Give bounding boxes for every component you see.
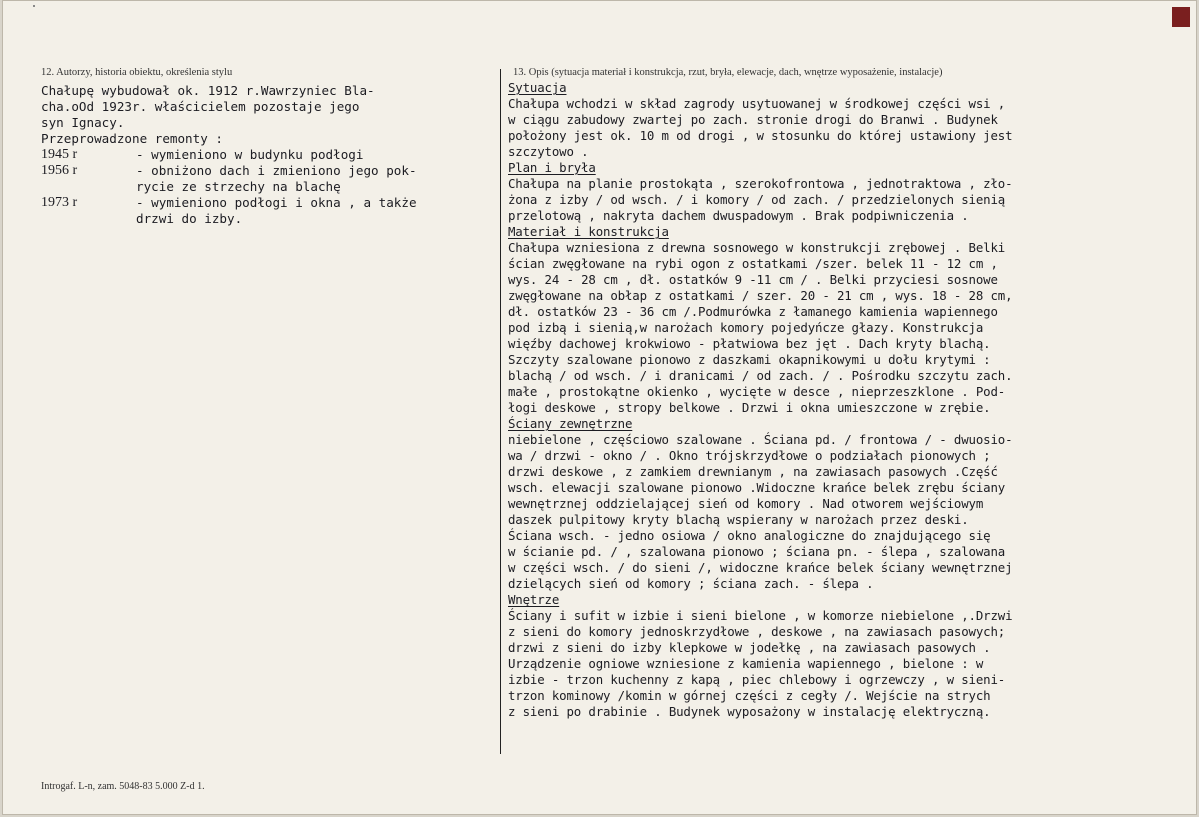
- description-line: z sieni po drabinie . Budynek wyposażony w instalację elektryczną.: [508, 704, 991, 719]
- description-line: trzon kominowy /komin w górnej części z cegły /. Wejście na strych: [508, 688, 991, 703]
- section-heading: Sytuacja: [508, 80, 567, 95]
- history-line: Chałupę wybudował ok. 1912 r.Wawrzyniec Bla-: [41, 83, 375, 98]
- repair-entry: [41, 163, 417, 195]
- description-line: Chałupa na planie prostokąta , szerokofrontowa , jednotraktowa , zło-: [508, 176, 1013, 191]
- section-heading: Plan i bryła: [508, 160, 596, 175]
- repair-year: 1973 r: [41, 195, 78, 210]
- description-line: dł. ostatków 23 - 36 cm /.Podmurówka z łamanego kamienia wapiennego: [508, 304, 998, 319]
- history-line: syn Ignacy.: [41, 115, 125, 130]
- description-line: wsch. elewacji szalowane pionowo .Widoczne krańce belek zrębu ściany: [508, 480, 1006, 495]
- repair-entry: [41, 147, 375, 163]
- description-column: [508, 80, 1012, 720]
- description-line: w ścianie pd. / , szalowana pionowo ; ściana pn. - ślepa , szalowana: [508, 544, 1006, 559]
- section-heading: Wnętrze: [508, 592, 560, 607]
- description-line: małe , prostokątne okienko , wycięte w desce , nieprzeszklone . Pod-: [508, 384, 1006, 399]
- column-divider: [500, 69, 501, 754]
- description-line: izbie - trzon kuchenny z kapą , piec chlebowy i ogrzewczy , w sieni-: [508, 672, 1006, 687]
- description-line: blachą / od wsch. / i dranicami / od zach. / . Pośrodku szczytu zach.: [508, 368, 1013, 383]
- history-line: cha.oOd 1923r. właścicielem pozostaje jego: [41, 99, 360, 114]
- section-heading: Ściany zewnętrzne: [508, 416, 633, 431]
- description-line: niebielone , częściowo szalowane . Ściana pd. / frontowa / - dwuosio-: [508, 432, 1013, 447]
- description-line: w ciągu zabudowy zwartej po zach. stronie drogi do Branwi . Budynek: [508, 112, 998, 127]
- description-line: pod izbą i sienią,w narożach komory pojedyńcze głazy. Konstrukcja: [508, 320, 984, 335]
- description-line: Urządzenie ogniowe wzniesione z kamienia wapiennego , bielone : w: [508, 656, 984, 671]
- repair-text: - wymieniono w budynku podłogi: [136, 147, 364, 162]
- print-imprint: Introgaf. L-n, zam. 5048-83 5.000 Z-d 1.: [41, 781, 205, 792]
- repair-year: 1956 r: [41, 163, 78, 178]
- section-heading: Materiał i konstrukcja: [508, 224, 669, 239]
- description-line: ścian zwęgłowane na rybi ogon z ostatkami /szer. belek 11 - 12 cm ,: [508, 256, 998, 271]
- section-13-header: 13. Opis (sytuacja materiał i konstrukcja, rzut, bryła, elewacje, dach, wnętrze wyposażenie, instalacje): [513, 67, 943, 78]
- description-line: Ściana wsch. - jedno osiowa / okno analogiczne do znajdującego się: [508, 528, 991, 543]
- repair-text: drzwi do izby.: [136, 211, 243, 226]
- description-line: drzwi z sieni do izby klepkowe w jodełkę , na zawiasach pasowych .: [508, 640, 991, 655]
- description-line: Chałupa wzniesiona z drewna sosnowego w konstrukcji zrębowej . Belki: [508, 240, 1006, 255]
- description-line: Chałupa wchodzi w skład zagrody usytuowanej w środkowej części wsi ,: [508, 96, 1006, 111]
- description-line: szczytowo .: [508, 144, 589, 159]
- repair-text: rycie ze strzechy na blachę: [136, 179, 341, 194]
- description-line: położony jest ok. 10 m od drogi , w stosunku do której ustawiony jest: [508, 128, 1013, 143]
- description-line: Szczyty szalowane pionowo z daszkami okapnikowymi u dołu krytymi :: [508, 352, 991, 367]
- description-line: żona z izby / od wsch. / i komory / od zach. / przedzielonych sienią: [508, 192, 1006, 207]
- description-line: wa / drzwi - okno / . Okno trójskrzydłowe o podziałach pionowych ;: [508, 448, 991, 463]
- description-line: łogi deskowe , stropy belkowe . Drzwi i okna umieszczone w zrębie.: [508, 400, 991, 415]
- catalog-card: [2, 0, 1197, 815]
- description-line: drzwi deskowe , z zamkiem drewnianym , na zawiasach pasowych .Część: [508, 464, 998, 479]
- repair-text: - obniżono dach i zmieniono jego pok-: [136, 163, 417, 178]
- description-line: przelotową , nakryta dachem dwuspadowym . Brak podpiwniczenia .: [508, 208, 969, 223]
- history-column: [41, 83, 417, 227]
- description-line: Ściany i sufit w izbie i sieni bielone , w komorze niebielone ,.Drzwi: [508, 608, 1013, 623]
- repair-year: 1945 r: [41, 147, 78, 162]
- repairs-title: Przeprowadzone remonty :: [41, 131, 223, 146]
- description-line: wys. 24 - 28 cm , dł. ostatków 9 -11 cm / . Belki przyciesi sosnowe: [508, 272, 998, 287]
- description-line: więźby dachowej krokwiowo - płatwiowa bez jęt . Dach kryty blachą.: [508, 336, 991, 351]
- description-line: w części wsch. / do sieni /, widoczne krańce belek ściany wewnętrznej: [508, 560, 1013, 575]
- repair-text: - wymieniono podłogi i okna , a także: [136, 195, 417, 210]
- pin-hole: [33, 5, 35, 7]
- section-12-header: 12. Autorzy, historia obiektu, określenia stylu: [41, 67, 233, 78]
- description-line: wewnętrznej oddzielającej sień od komory . Nad otworem wejściowym: [508, 496, 984, 511]
- description-line: zwęgłowane na obłap z ostatkami / szer. 20 - 21 cm , wys. 18 - 28 cm,: [508, 288, 1013, 303]
- repair-entry: [41, 195, 417, 227]
- description-line: daszek pulpitowy kryty blachą wspierany w narożach przez deski.: [508, 512, 969, 527]
- description-line: z sieni do komory jednoskrzydłowe , deskowe , na zawiasach pasowych;: [508, 624, 1006, 639]
- description-line: dzielących sień od komory ; ściana zach. - ślepa .: [508, 576, 874, 591]
- corner-color-mark: [1172, 7, 1190, 27]
